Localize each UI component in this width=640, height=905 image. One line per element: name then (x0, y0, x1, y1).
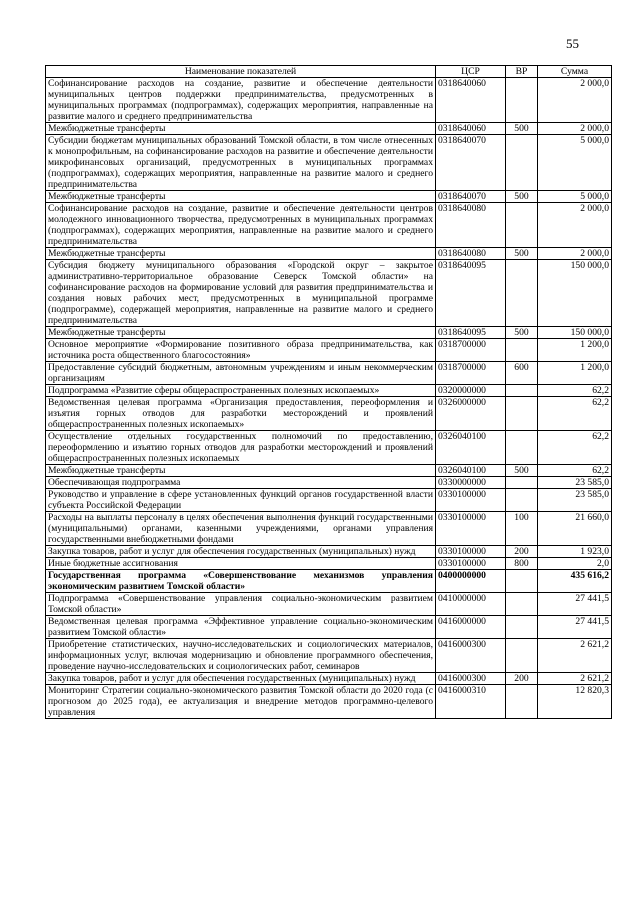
table-row (46, 558, 612, 570)
row-csr-code: 0416000300 (436, 639, 506, 673)
row-name: Обеспечивающая подпрограмма (46, 477, 436, 489)
row-vr-code (506, 385, 538, 397)
row-name: Субсидии бюджетам муниципальных образований Томской области, в том числе отнесенных к монопрофильным, на софинансирование расходов на развитие и обеспечение деятельности микрофинансовых организаций, предусмотренных в муниципальных программах (подпрограммах), содержащих мероприятия, направленные на развитие малого и среднего предпринимательства (46, 135, 436, 191)
page-number: 55 (566, 36, 579, 51)
row-vr-code: 500 (506, 248, 538, 260)
row-sum: 23 585,0 (538, 477, 612, 489)
row-sum: 21 660,0 (538, 512, 612, 546)
row-name: Межбюджетные трансферты (46, 191, 436, 203)
row-csr-code: 0320000000 (436, 385, 506, 397)
row-csr-code: 0318700000 (436, 339, 506, 362)
row-vr-code (506, 489, 538, 512)
row-vr-code: 200 (506, 673, 538, 685)
row-name: Подпрограмма «Совершенствование управления социально-экономическим развитием Томской области» (46, 593, 436, 616)
table-row (46, 477, 612, 489)
row-sum: 1 923,0 (538, 546, 612, 558)
row-sum: 23 585,0 (538, 489, 612, 512)
row-vr-code: 200 (506, 546, 538, 558)
row-csr-code: 0318700000 (436, 362, 506, 385)
row-csr-code: 0318640095 (436, 260, 506, 327)
table-row (46, 489, 612, 512)
row-sum: 2 000,0 (538, 203, 612, 248)
row-sum: 5 000,0 (538, 191, 612, 203)
row-name: Руководство и управление в сфере установленных функций органов государственной власти субъекта Российской Федерации (46, 489, 436, 512)
table-row (46, 327, 612, 339)
row-sum: 2 000,0 (538, 78, 612, 123)
row-vr-code: 800 (506, 558, 538, 570)
row-sum: 27 441,5 (538, 616, 612, 639)
row-name: Закупка товаров, работ и услуг для обеспечения государственных (муниципальных) нужд (46, 673, 436, 685)
row-name: Межбюджетные трансферты (46, 327, 436, 339)
table-row (46, 362, 612, 385)
row-sum: 1 200,0 (538, 339, 612, 362)
row-vr-code (506, 685, 538, 719)
table-row (46, 339, 612, 362)
row-sum: 150 000,0 (538, 327, 612, 339)
table-row (46, 431, 612, 465)
row-csr-code: 0330100000 (436, 546, 506, 558)
row-sum: 2 000,0 (538, 123, 612, 135)
row-name: Государственная программа «Совершенствование механизмов управления экономическим развитием Томской области» (46, 570, 436, 593)
row-sum: 62,2 (538, 385, 612, 397)
row-name: Межбюджетные трансферты (46, 123, 436, 135)
table-row (46, 248, 612, 260)
row-name: Иные бюджетные ассигнования (46, 558, 436, 570)
table-row (46, 685, 612, 719)
table-row (46, 593, 612, 616)
row-csr-code: 0416000000 (436, 616, 506, 639)
row-sum: 12 820,3 (538, 685, 612, 719)
table-row (46, 546, 612, 558)
row-sum: 2,0 (538, 558, 612, 570)
row-csr-code: 0318640060 (436, 78, 506, 123)
row-vr-code (506, 78, 538, 123)
row-vr-code (506, 639, 538, 673)
row-sum: 2 621,2 (538, 639, 612, 673)
row-vr-code (506, 339, 538, 362)
row-sum: 2 000,0 (538, 248, 612, 260)
row-sum: 1 200,0 (538, 362, 612, 385)
row-csr-code: 0400000000 (436, 570, 506, 593)
table-row (46, 397, 612, 431)
row-vr-code (506, 397, 538, 431)
row-sum: 62,2 (538, 465, 612, 477)
row-sum: 435 616,2 (538, 570, 612, 593)
row-sum: 150 000,0 (538, 260, 612, 327)
row-name: Мониторинг Стратегии социально-экономического развития Томской области до 2020 года (с прогнозом до 2025 года), ее актуализация и внедрение методов программно-целевого управления (46, 685, 436, 719)
row-csr-code: 0318640080 (436, 248, 506, 260)
header-csr: ЦСР (436, 66, 506, 78)
row-vr-code (506, 431, 538, 465)
table-header-row (46, 66, 612, 78)
row-vr-code: 500 (506, 123, 538, 135)
row-csr-code: 0318640060 (436, 123, 506, 135)
row-csr-code: 0330100000 (436, 489, 506, 512)
table-row (46, 385, 612, 397)
row-sum: 2 621,2 (538, 673, 612, 685)
row-name: Ведомственная целевая программа «Эффективное управление социально-экономическим развитием Томской области» (46, 616, 436, 639)
row-sum: 62,2 (538, 397, 612, 431)
row-name: Межбюджетные трансферты (46, 248, 436, 260)
table-row (46, 203, 612, 248)
row-name: Софинансирование расходов на создание, развитие и обеспечение деятельности муниципальных центров поддержки предпринимательства, предусмотренных в муниципальных программах (подпрограммах), содержащих мероприятия, направленные на развитие малого и среднего предпринимательства (46, 78, 436, 123)
row-name: Ведомственная целевая программа «Организация предоставления, переоформления и изъятия горных отводов для разработки месторождений и проявлений общераспространенных полезных ископаемых» (46, 397, 436, 431)
row-vr-code (506, 616, 538, 639)
table-row (46, 260, 612, 327)
table-row (46, 616, 612, 639)
header-vr: ВР (506, 66, 538, 78)
row-name: Основное мероприятие «Формирование позитивного образа предпринимательства, как источника роста общественного благосостояния» (46, 339, 436, 362)
row-name: Подпрограмма «Развитие сферы общераспространенных полезных ископаемых» (46, 385, 436, 397)
budget-table (45, 65, 612, 719)
table-body (46, 78, 612, 719)
row-name: Софинансирование расходов на создание, развитие и обеспечение деятельности центров молодежного инновационного творчества, предусмотренных в муниципальных программах (подпрограммах), содержащих мероприятия, направленные на развитие малого и среднего предпринимательства (46, 203, 436, 248)
row-csr-code: 0318640095 (436, 327, 506, 339)
row-name: Расходы на выплаты персоналу в целях обеспечения выполнения функций государственными (муниципальными) органами, казенными учреждениями, органами управления государственными внебюджетными фондами (46, 512, 436, 546)
row-vr-code (506, 593, 538, 616)
row-name: Приобретение статистических, научно-исследовательских и социологических материалов, информационных услуг, включая модернизацию и обновление программного обеспечения, проведение научно-исследовательских и социологических работ, семинаров (46, 639, 436, 673)
row-csr-code: 0330100000 (436, 558, 506, 570)
row-csr-code: 0330000000 (436, 477, 506, 489)
row-vr-code (506, 260, 538, 327)
header-name: Наименование показателей (46, 66, 436, 78)
table-row (46, 673, 612, 685)
row-vr-code: 500 (506, 465, 538, 477)
row-name: Предоставление субсидий бюджетным, автономным учреждениям и иным некоммерческим организациям (46, 362, 436, 385)
row-vr-code (506, 203, 538, 248)
table-row (46, 570, 612, 593)
row-vr-code (506, 135, 538, 191)
row-name: Осуществление отдельных государственных полномочий по предоставлению, переоформлению и изъятию горных отводов для разработки месторождений и проявлений общераспространенных полезных ископаемых (46, 431, 436, 465)
row-name: Субсидия бюджету муниципального образования «Городской округ – закрытое административно-территориальное образование Северск Томской области» на софинансирование расходов на формирование условий для развития предпринимательства и создания новых рабочих мест, предусмотренных в муниципальной программе (подпрограмме), содержащей мероприятия, направленные на развитие малого и среднего предпринимательства (46, 260, 436, 327)
row-csr-code: 0318640080 (436, 203, 506, 248)
row-sum: 62,2 (538, 431, 612, 465)
row-csr-code: 0330100000 (436, 512, 506, 546)
row-csr-code: 0326040100 (436, 465, 506, 477)
row-vr-code (506, 570, 538, 593)
row-vr-code: 600 (506, 362, 538, 385)
row-csr-code: 0318640070 (436, 135, 506, 191)
table-row (46, 135, 612, 191)
table-row (46, 123, 612, 135)
row-vr-code: 100 (506, 512, 538, 546)
table-row (46, 639, 612, 673)
table-row (46, 512, 612, 546)
row-vr-code: 500 (506, 191, 538, 203)
row-name: Межбюджетные трансферты (46, 465, 436, 477)
row-sum: 5 000,0 (538, 135, 612, 191)
table-row (46, 465, 612, 477)
row-sum: 27 441,5 (538, 593, 612, 616)
table-row (46, 191, 612, 203)
row-csr-code: 0410000000 (436, 593, 506, 616)
row-vr-code (506, 477, 538, 489)
table-row (46, 78, 612, 123)
row-csr-code: 0318640070 (436, 191, 506, 203)
row-csr-code: 0416000300 (436, 673, 506, 685)
row-vr-code: 500 (506, 327, 538, 339)
row-name: Закупка товаров, работ и услуг для обеспечения государственных (муниципальных) нужд (46, 546, 436, 558)
row-csr-code: 0416000310 (436, 685, 506, 719)
row-csr-code: 0326040100 (436, 431, 506, 465)
row-csr-code: 0326000000 (436, 397, 506, 431)
header-sum: Сумма (538, 66, 612, 78)
